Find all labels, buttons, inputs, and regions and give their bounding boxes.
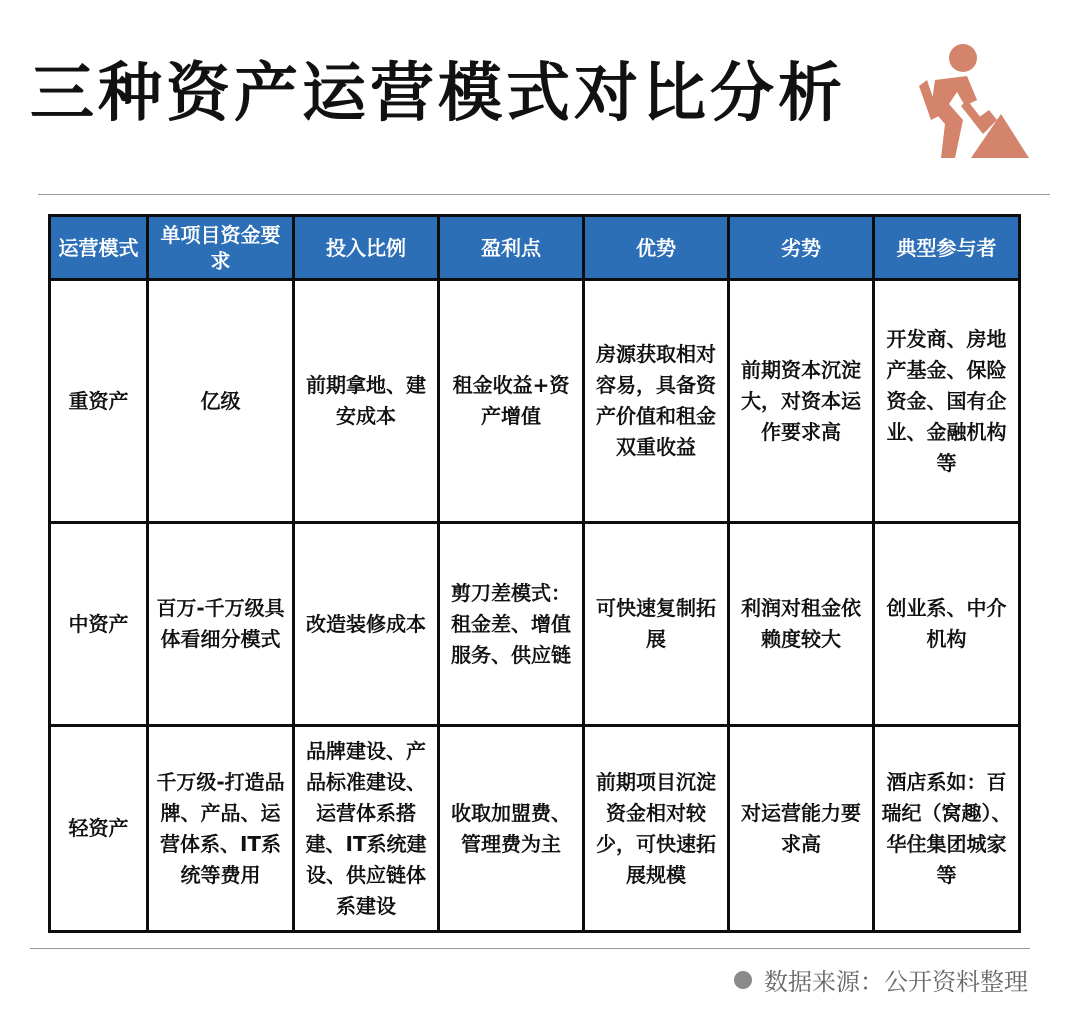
table-cell: 改造装修成本 [294, 523, 439, 726]
table-row [50, 280, 1020, 523]
table-cell: 可快速复制拓展 [584, 523, 729, 726]
table-cell: 前期资本沉淀大，对资本运作要求高 [729, 280, 874, 523]
table-row [50, 726, 1020, 932]
table-cell: 前期项目沉淀资金相对较少，可快速拓展规模 [584, 726, 729, 932]
table-cell: 百万-千万级具体看细分模式 [148, 523, 294, 726]
table-cell: 前期拿地、建安成本 [294, 280, 439, 523]
table-cell: 重资产 [50, 280, 148, 523]
header-cell: 运营模式 [50, 216, 148, 280]
table-cell: 租金收益+资产增值 [439, 280, 584, 523]
table-header-row [50, 216, 1020, 280]
construction-worker-icon [905, 40, 1030, 162]
header-cell: 盈利点 [439, 216, 584, 280]
header-cell: 优势 [584, 216, 729, 280]
table-cell: 千万级-打造品牌、产品、运营体系、IT系统等费用 [148, 726, 294, 932]
table-row [50, 523, 1020, 726]
header-cell: 投入比例 [294, 216, 439, 280]
table-cell: 开发商、房地产基金、保险资金、国有企业、金融机构等 [874, 280, 1020, 523]
table-cell: 利润对租金依赖度较大 [729, 523, 874, 726]
table-cell: 创业系、中介机构 [874, 523, 1020, 726]
bottom-divider [30, 948, 1030, 949]
header-cell: 单项目资金要求 [148, 216, 294, 280]
table-cell: 酒店系如：百瑞纪（窝趣）、华住集团城家等 [874, 726, 1020, 932]
source-note [734, 962, 1028, 997]
page-title: 三种资产运营模式对比分析 [30, 57, 846, 131]
table-cell: 收取加盟费、管理费为主 [439, 726, 584, 932]
table-cell: 剪刀差模式：租金差、增值服务、供应链 [439, 523, 584, 726]
comparison-table [48, 214, 1018, 930]
header-cell: 劣势 [729, 216, 874, 280]
table-cell: 房源获取相对容易，具备资产价值和租金双重收益 [584, 280, 729, 523]
source-text: 数据来源：公开资料整理 [764, 968, 1028, 996]
table-cell: 品牌建设、产品标准建设、运营体系搭建、IT系统建设、供应链体系建设 [294, 726, 439, 932]
header-cell: 典型参与者 [874, 216, 1020, 280]
table-cell: 中资产 [50, 523, 148, 726]
table-cell: 对运营能力要求高 [729, 726, 874, 932]
table-cell: 亿级 [148, 280, 294, 523]
top-divider [38, 194, 1050, 195]
bullet-dot-icon [734, 971, 752, 989]
table-cell: 轻资产 [50, 726, 148, 932]
